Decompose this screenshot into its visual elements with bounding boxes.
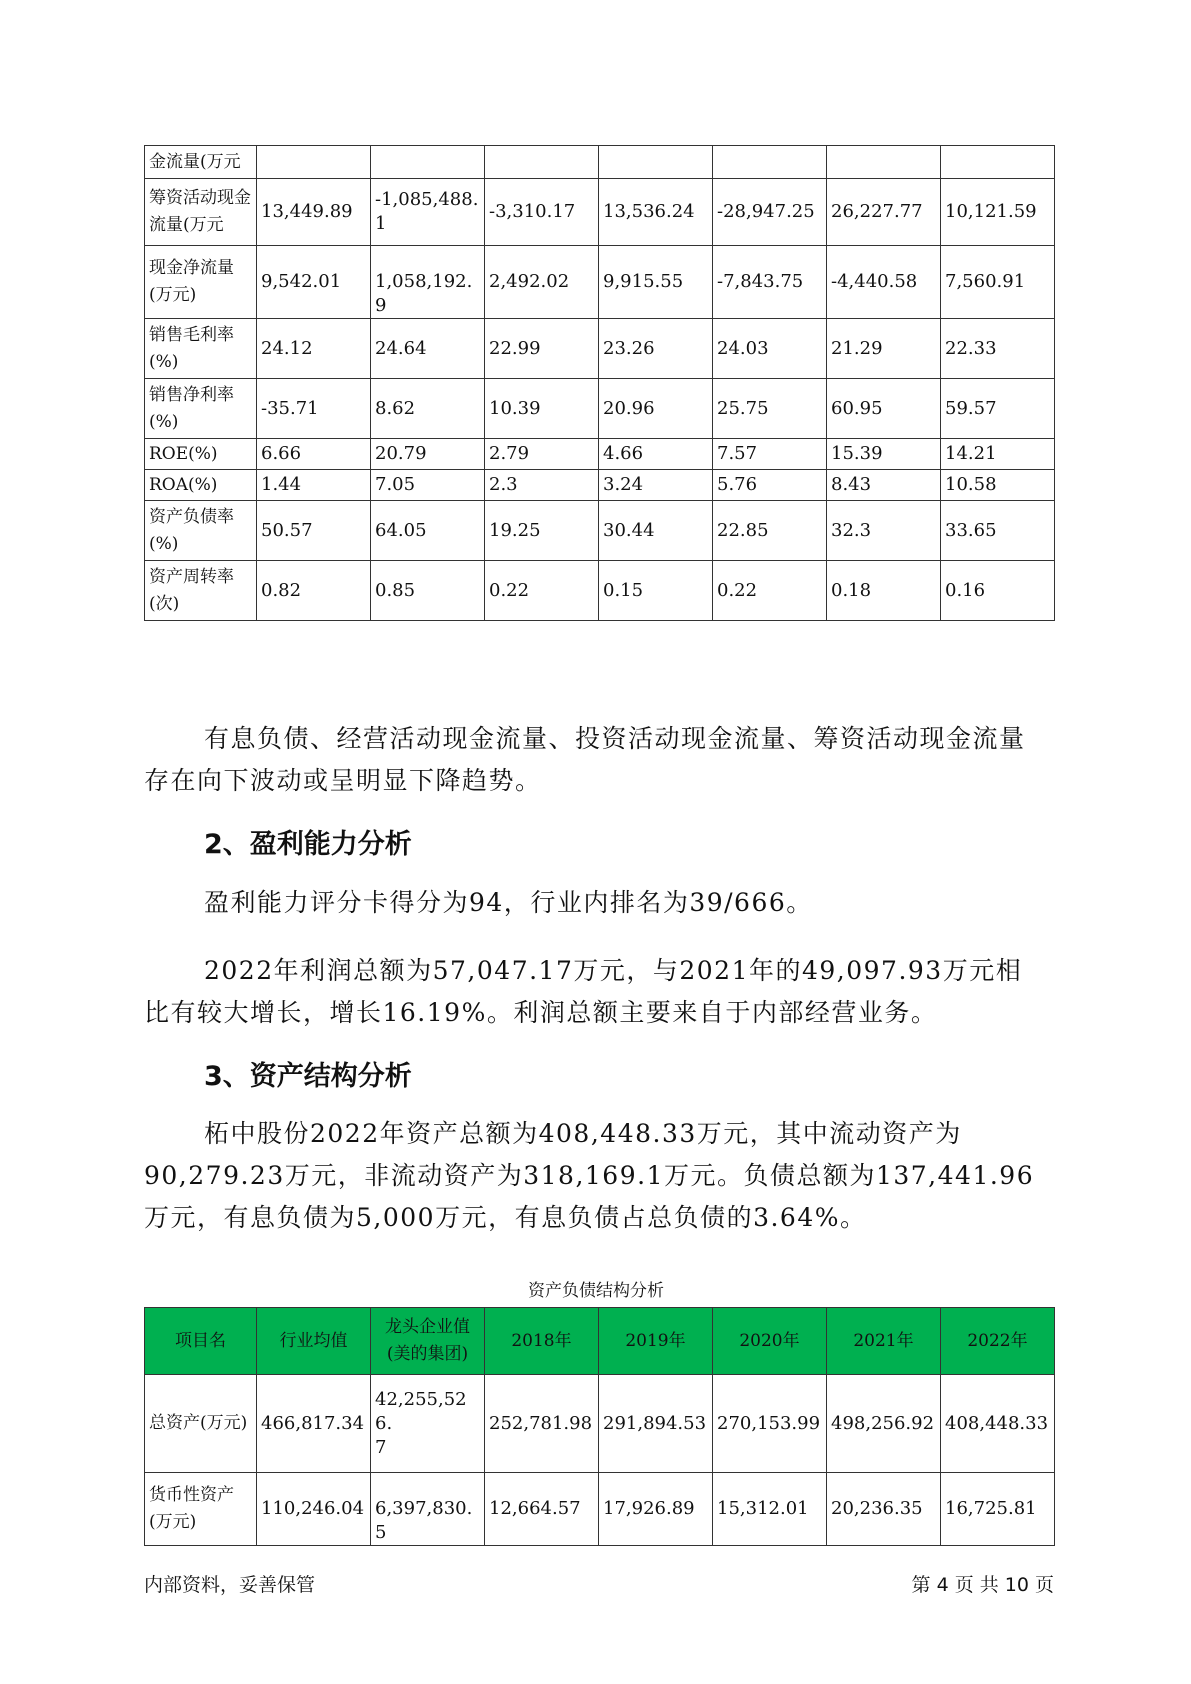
value-cell: 26,227.77 <box>827 179 941 246</box>
value-cell: 8.62 <box>371 379 485 439</box>
value-cell: 0.15 <box>599 561 713 621</box>
value-cell: 2.79 <box>485 439 599 470</box>
value-cell: 15.39 <box>827 439 941 470</box>
value-cell: 50.57 <box>257 501 371 561</box>
row-label-cell: 销售毛利率(%) <box>145 319 257 379</box>
value-cell: 0.82 <box>257 561 371 621</box>
asset-liability-table <box>144 1307 1055 1546</box>
table-header-row <box>145 1308 1055 1375</box>
asset-structure-paragraph: 柘中股份2022年资产总额为408,448.33万元，其中流动资产为90,279.23万元，非流动资产为318,169.1万元。负债总额为137,441.96万元，有息负债为5,000万元，有息负债占总负债的3.64%。 <box>144 1119 1035 1232</box>
value-cell: 13,449.89 <box>257 179 371 246</box>
value-cell: 498,256.92 <box>827 1375 941 1473</box>
total-profit-paragraph: 2022年利润总额为57,047.17万元，与2021年的49,097.93万元相比有较大增长，增长16.19%。利润总额主要来自于内部经营业务。 <box>144 956 1023 1027</box>
value-cell: 30.44 <box>599 501 713 561</box>
table-row <box>145 1375 1055 1473</box>
value-cell: 270,153.99 <box>713 1375 827 1473</box>
value-cell: 60.95 <box>827 379 941 439</box>
financial-metrics-table <box>144 145 1055 621</box>
value-cell: 17,926.89 <box>599 1473 713 1546</box>
value-cell: 466,817.34 <box>257 1375 371 1473</box>
value-cell: 0.22 <box>485 561 599 621</box>
row-label-cell: 筹资活动现金流量(万元 <box>145 179 257 246</box>
value-cell: 2.3 <box>485 470 599 501</box>
value-cell <box>599 146 713 179</box>
value-cell: 16,725.81 <box>941 1473 1055 1546</box>
footer-page-number: 第 4 页 共 10 页 <box>911 1574 1054 1596</box>
column-header: 2020年 <box>713 1308 827 1375</box>
table-caption: 资产负债结构分析 <box>528 1281 664 1301</box>
table-row <box>145 379 1055 439</box>
value-cell <box>485 146 599 179</box>
row-label-cell: 货币性资产(万元) <box>145 1473 257 1546</box>
value-cell <box>941 146 1055 179</box>
value-cell: -1,085,488. 1 <box>371 179 485 246</box>
footer-confidential: 内部资料，妥善保管 <box>144 1574 316 1596</box>
value-cell: 15,312.01 <box>713 1473 827 1546</box>
section-heading-profitability: 2、盈利能力分析 <box>204 829 412 860</box>
column-header: 2018年 <box>485 1308 599 1375</box>
value-cell: 24.03 <box>713 319 827 379</box>
value-cell: 24.64 <box>371 319 485 379</box>
row-label-cell: ROE(%) <box>145 439 257 470</box>
trend-paragraph: 有息负债、经营活动现金流量、投资活动现金流量、筹资活动现金流量存在向下波动或呈明显下降趋势。 <box>144 724 1026 795</box>
value-cell: 7,560.91 <box>941 246 1055 319</box>
value-cell: 22.99 <box>485 319 599 379</box>
value-cell: 10.58 <box>941 470 1055 501</box>
value-cell: 2,492.02 <box>485 246 599 319</box>
row-label-cell: 总资产(万元) <box>145 1375 257 1473</box>
value-cell: -3,310.17 <box>485 179 599 246</box>
value-cell: -35.71 <box>257 379 371 439</box>
value-cell: 42,255,526. 7 <box>371 1375 485 1473</box>
value-cell: 8.43 <box>827 470 941 501</box>
value-cell: 0.22 <box>713 561 827 621</box>
table-row <box>145 501 1055 561</box>
value-cell: -28,947.25 <box>713 179 827 246</box>
value-cell: 32.3 <box>827 501 941 561</box>
column-header: 2021年 <box>827 1308 941 1375</box>
value-cell: 7.57 <box>713 439 827 470</box>
value-cell <box>257 146 371 179</box>
row-label-cell: 资产负债率(%) <box>145 501 257 561</box>
row-label-cell: ROA(%) <box>145 470 257 501</box>
value-cell: 5.76 <box>713 470 827 501</box>
value-cell: 252,781.98 <box>485 1375 599 1473</box>
value-cell: 20.79 <box>371 439 485 470</box>
row-label-cell: 资产周转率(次) <box>145 561 257 621</box>
section-heading-asset-structure: 3、资产结构分析 <box>204 1061 412 1092</box>
column-header: 行业均值 <box>257 1308 371 1375</box>
table-row <box>145 470 1055 501</box>
row-label-cell: 销售净利率(%) <box>145 379 257 439</box>
profitability-score-paragraph: 盈利能力评分卡得分为94，行业内排名为39/666。 <box>204 888 813 917</box>
value-cell: 408,448.33 <box>941 1375 1055 1473</box>
value-cell: 3.24 <box>599 470 713 501</box>
value-cell: -4,440.58 <box>827 246 941 319</box>
value-cell: 22.33 <box>941 319 1055 379</box>
table-row <box>145 179 1055 246</box>
value-cell: 6,397,830.5 <box>371 1473 485 1546</box>
table-row <box>145 146 1055 179</box>
value-cell: 12,664.57 <box>485 1473 599 1546</box>
value-cell: 110,246.04 <box>257 1473 371 1546</box>
value-cell <box>713 146 827 179</box>
value-cell: -7,843.75 <box>713 246 827 319</box>
value-cell: 14.21 <box>941 439 1055 470</box>
row-label-cell: 金流量(万元 <box>145 146 257 179</box>
table-row <box>145 319 1055 379</box>
value-cell: 0.85 <box>371 561 485 621</box>
value-cell: 1.44 <box>257 470 371 501</box>
value-cell: 4.66 <box>599 439 713 470</box>
value-cell: 0.16 <box>941 561 1055 621</box>
row-label-cell: 现金净流量(万元) <box>145 246 257 319</box>
value-cell: 291,894.53 <box>599 1375 713 1473</box>
value-cell: 13,536.24 <box>599 179 713 246</box>
table-row <box>145 246 1055 319</box>
table-row <box>145 1473 1055 1546</box>
column-header: 龙头企业值(美的集团) <box>371 1308 485 1375</box>
value-cell: 59.57 <box>941 379 1055 439</box>
table-row <box>145 561 1055 621</box>
value-cell: 20,236.35 <box>827 1473 941 1546</box>
value-cell: 7.05 <box>371 470 485 501</box>
column-header: 2022年 <box>941 1308 1055 1375</box>
column-header: 项目名 <box>145 1308 257 1375</box>
value-cell: 1,058,192.9 <box>371 246 485 319</box>
value-cell: 19.25 <box>485 501 599 561</box>
value-cell: 25.75 <box>713 379 827 439</box>
value-cell: 24.12 <box>257 319 371 379</box>
column-header: 2019年 <box>599 1308 713 1375</box>
table-row <box>145 439 1055 470</box>
value-cell: 23.26 <box>599 319 713 379</box>
value-cell: 10,121.59 <box>941 179 1055 246</box>
value-cell: 33.65 <box>941 501 1055 561</box>
value-cell: 22.85 <box>713 501 827 561</box>
value-cell: 64.05 <box>371 501 485 561</box>
value-cell: 21.29 <box>827 319 941 379</box>
value-cell <box>371 146 485 179</box>
value-cell <box>827 146 941 179</box>
value-cell: 9,542.01 <box>257 246 371 319</box>
value-cell: 6.66 <box>257 439 371 470</box>
value-cell: 10.39 <box>485 379 599 439</box>
value-cell: 20.96 <box>599 379 713 439</box>
value-cell: 9,915.55 <box>599 246 713 319</box>
value-cell: 0.18 <box>827 561 941 621</box>
